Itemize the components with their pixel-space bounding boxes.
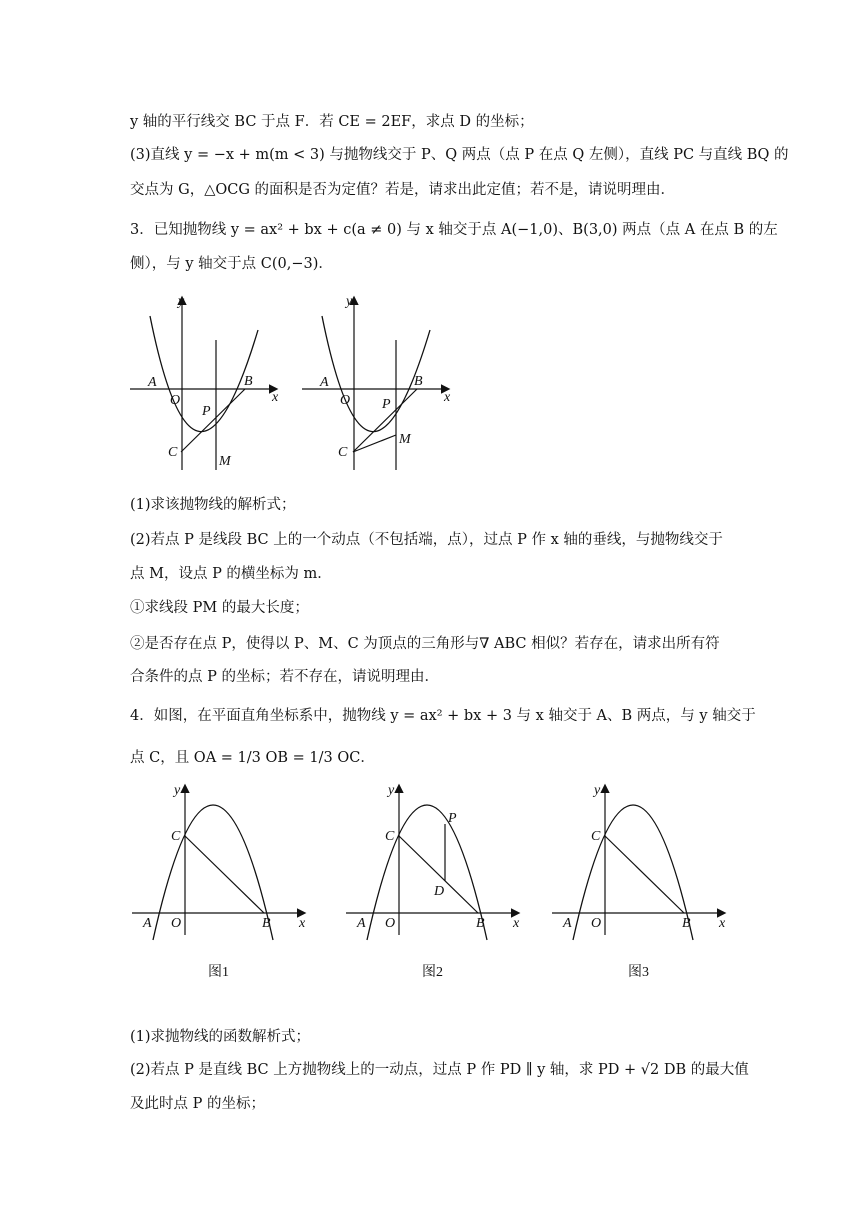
point-p-label: P: [202, 404, 211, 419]
y-axis-label: y: [178, 294, 185, 309]
figure-caption-3: 图3: [628, 965, 649, 980]
text-line-1: y 轴的平行线交 BC 于点 F．若 CE = 2EF，求点 D 的坐标；: [130, 114, 534, 130]
point-c-label: C: [168, 445, 178, 460]
origin-label: O: [170, 393, 181, 408]
text-line-5: 侧），与 y 轴交于点 C(0,−3)．: [130, 256, 333, 272]
point-a-label: A: [320, 375, 329, 390]
text-line-6: (1)求该抛物线的解析式；: [130, 497, 296, 513]
text-line-2: (3)直线 y = −x + m(m < 3) 与抛物线交于 P、Q 两点（点 P 在点 Q 左侧），直线 PC 与直线 BQ 的: [130, 147, 789, 163]
point-a-label: A: [148, 375, 157, 390]
point-p-label: P: [382, 397, 391, 412]
point-a-label: A: [143, 916, 152, 931]
y-axis-label: y: [388, 783, 395, 798]
point-m-label: M: [399, 432, 411, 447]
y-axis-label: y: [594, 783, 601, 798]
origin-label: O: [591, 916, 602, 931]
text-line-4: 3．已知抛物线 y = ax² + bx + c(a ≠ 0) 与 x 轴交于点 A(−1,0)、B(3,0) 两点（点 A 在点 B 的左: [130, 222, 778, 238]
origin-label: O: [385, 916, 396, 931]
problem3-figure-right: [300, 290, 460, 475]
point-p-label: P: [448, 811, 457, 826]
text-line-16: 及此时点 P 的坐标；: [130, 1096, 265, 1112]
point-c-label: C: [171, 829, 181, 844]
y-axis-label: y: [174, 783, 181, 798]
text-line-10: ②是否存在点 P，使得以 P、M、C 为顶点的三角形与∇ ABC 相似？若存在，请求出所有符: [130, 636, 720, 652]
problem3-figure-left: [128, 290, 288, 475]
point-b-label: B: [682, 916, 691, 931]
figure-caption-1: 图1: [208, 965, 229, 980]
x-axis-label: x: [444, 390, 451, 405]
point-c-label: C: [385, 829, 395, 844]
text-line-3: 交点为 G，△OCG 的面积是否为定值？若是，请求出此定值；若不是，请说明理由．: [130, 182, 676, 198]
point-a-label: A: [563, 916, 572, 931]
problem4-figure-2: [342, 780, 527, 980]
text-line-14: (1)求抛物线的函数解析式；: [130, 1029, 311, 1045]
text-line-13: 点 C，且 OA = 1/3 OB = 1/3 OC．: [130, 750, 375, 766]
text-line-8: 点 M，设点 P 的横坐标为 m．: [130, 566, 332, 582]
point-b-label: B: [244, 374, 253, 389]
text-line-7: (2)若点 P 是线段 BC 上的一个动点（不包括端，点），过点 P 作 x 轴的垂线，与抛物线交于: [130, 532, 723, 548]
point-b-label: B: [476, 916, 485, 931]
text-line-11: 合条件的点 P 的坐标；若不存在，请说明理由．: [130, 669, 439, 685]
point-c-label: C: [591, 829, 601, 844]
y-axis-label: y: [346, 294, 353, 309]
origin-label: O: [171, 916, 182, 931]
x-axis-label: x: [513, 916, 520, 931]
point-m-label: M: [219, 454, 231, 469]
x-axis-label: x: [299, 916, 306, 931]
point-b-label: B: [262, 916, 271, 931]
x-axis-label: x: [272, 390, 279, 405]
figure-caption-2: 图2: [422, 965, 443, 980]
x-axis-label: x: [719, 916, 726, 931]
text-line-12: 4．如图，在平面直角坐标系中，抛物线 y = ax² + bx + 3 与 x 轴交于 A、B 两点，与 y 轴交于: [130, 708, 756, 724]
point-c-label: C: [338, 445, 348, 460]
origin-label: O: [340, 393, 351, 408]
point-a-label: A: [357, 916, 366, 931]
text-line-15: (2)若点 P 是直线 BC 上方抛物线上的一动点，过点 P 作 PD ∥ y 轴，求 PD + √2 DB 的最大值: [130, 1062, 749, 1078]
problem4-figure-3: [548, 780, 733, 980]
text-line-9: ①求线段 PM 的最大长度；: [130, 600, 309, 616]
point-d-label: D: [434, 884, 445, 899]
point-b-label: B: [414, 374, 423, 389]
problem4-figure-1: [128, 780, 313, 980]
